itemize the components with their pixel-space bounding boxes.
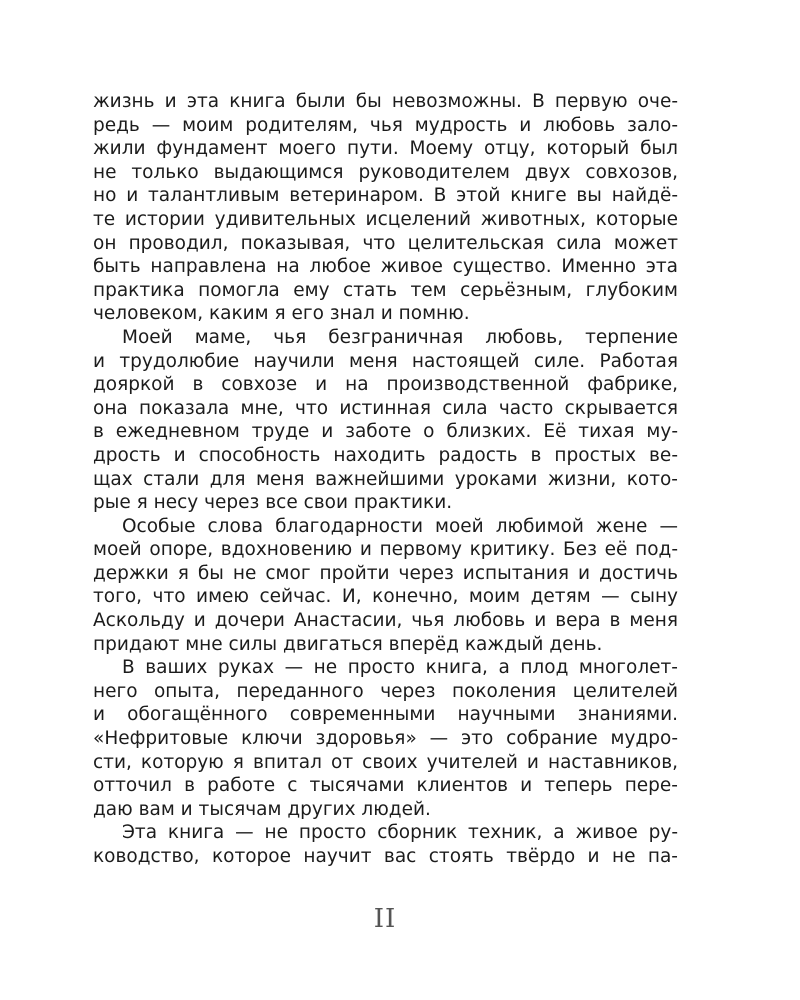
text-line: практика помогла ему стать тем серьёзным, глубоким	[93, 279, 678, 301]
text-line: даю вам и тысячам других людей.	[93, 798, 431, 820]
text-line: он проводил, показывая, что целительская сила может	[93, 232, 678, 254]
text-line: него опыта, переданного через поколения целителей	[93, 680, 678, 702]
text-line: быть направлена на любое живое существо. Именно эта	[93, 256, 678, 278]
text-line: в ежедневном труде и заботе о близких. Её тихая му-	[93, 421, 678, 443]
text-line: жизнь и эта книга были бы невозможны. В первую оче-	[93, 91, 678, 112]
text-line: те истории удивительных исцелений животных, которые	[93, 208, 678, 230]
text-line: не только выдающимся руководителем двух совхозов,	[93, 161, 678, 183]
text-line: дрость и способность находить радость в простых ве-	[93, 444, 678, 466]
text-line: Моей маме, чья безграничная любовь, терпение	[122, 326, 678, 348]
text-line: В ваших руках — не просто книга, а плод многолет-	[122, 657, 678, 679]
text-line: сти, которую я впитал от своих учителей и наставников,	[93, 751, 678, 773]
text-line: человеком, каким я его знал и помню.	[93, 303, 470, 325]
text-line: дояркой в совхозе и на производственной фабрике,	[93, 374, 678, 396]
text-line: отточил в работе с тысячами клиентов и теперь пере-	[93, 775, 678, 797]
text-line: щах стали для меня важнейшими уроками жизни, кото-	[93, 468, 678, 490]
text-line: Эта книга — не просто сборник техник, а живое ру-	[122, 822, 678, 844]
text-line: Аскольду и дочери Анастасии, чья любовь и вера в меня	[93, 610, 678, 632]
text-line: придают мне силы двигаться вперёд каждый день.	[93, 633, 603, 655]
text-line: и обогащённого современными научными знаниями.	[93, 704, 678, 726]
text-line: моей опоре, вдохновению и первому критику. Без её под-	[93, 539, 678, 561]
text-line: «Нефритовые ключи здоровья» — это собрание мудро-	[93, 728, 678, 750]
text-line: того, что имею сейчас. И, конечно, моим детям — сыну	[93, 586, 678, 608]
text-line: она показала мне, что истинная сила часто скрывается	[93, 397, 678, 419]
body-text	[93, 90, 678, 869]
text-line: и трудолюбие научили меня настоящей силе. Работая	[93, 350, 678, 372]
page-number: II	[373, 904, 397, 934]
text-line: ководство, которое научит вас стоять твёрдо и не па-	[93, 846, 678, 867]
text-line: жили фундамент моего пути. Моему отцу, который был	[93, 138, 678, 160]
text-line: держки я бы не смог пройти через испытания и достичь	[93, 562, 678, 584]
text-line: но и талантливым ветеринаром. В этой книге вы найдё-	[93, 185, 678, 207]
text-line: рые я несу через все свои практики.	[93, 492, 453, 514]
text-line: Особые слова благодарности моей любимой жене —	[122, 515, 678, 537]
text-line: редь — моим родителям, чья мудрость и любовь зало-	[93, 114, 678, 136]
